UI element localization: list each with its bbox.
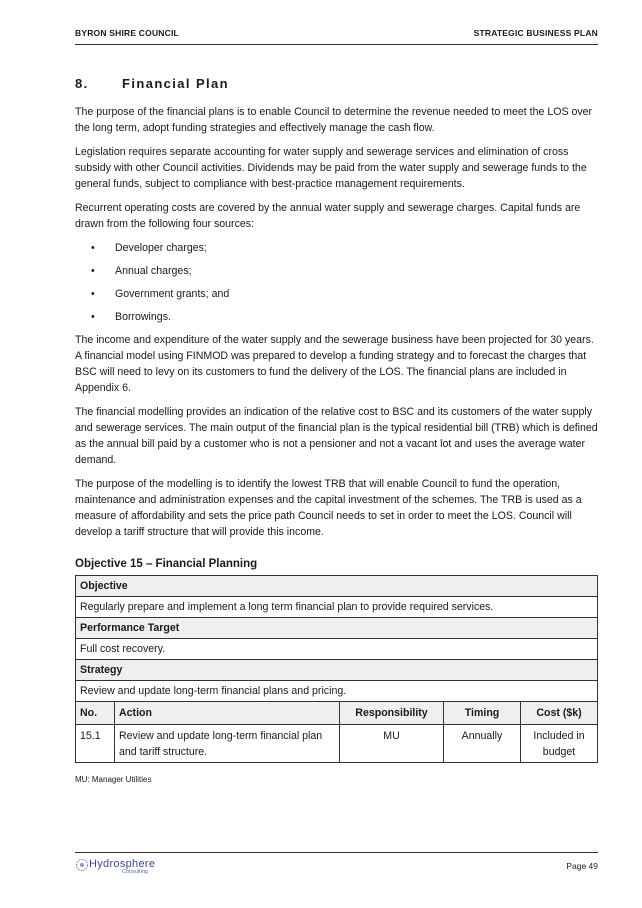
bullet-icon: • [91, 265, 95, 277]
footer-divider [75, 852, 598, 853]
cell-no: 15.1 [76, 725, 115, 763]
bullet-icon: • [91, 242, 95, 254]
logo-subtext: Consulting [122, 869, 148, 875]
list-item-text: Government grants; and [115, 288, 230, 300]
paragraph: The financial modelling provides an indication of the relative cost to BSC and its customers of the water supply and sewerage services. The main output of the financial plan is the typical residential bill (TRB) which is defined as the annual bill paid by a customer who is not a pensioner and not a vacant lot and uses the average water demand. [75, 406, 598, 466]
table-row [76, 660, 598, 681]
list-item-text: Borrowings. [115, 311, 171, 323]
column-header-responsibility: Responsibility [340, 702, 444, 725]
performance-target-label: Performance Target [76, 618, 598, 639]
paragraph: The purpose of the financial plans is to enable Council to determine the revenue needed to meet the LOS over the long term, adopt funding strategies and effectively manage the cash flow. [75, 106, 593, 134]
header-document-title: STRATEGIC BUSINESS PLAN [473, 28, 598, 38]
paragraph: The income and expenditure of the water supply and the sewerage business have been projected for 30 years. A financial model using FINMOD was prepared to develop a funding strategy and to forecast the charges that BSC will need to levy on its customers to fund the delivery of the LOS. The financial plans are included in Appendix 6. [75, 334, 594, 394]
cell-responsibility: MU [340, 725, 444, 763]
funding-sources-list [75, 240, 598, 325]
paragraph: Recurrent operating costs are covered by the annual water supply and sewerage charges. Capital funds are drawn from the following four sources: [75, 202, 581, 230]
page-header [75, 28, 598, 43]
column-header-no: No. [76, 702, 115, 725]
strategy-text: Review and update long-term financial plans and pricing. [76, 681, 598, 702]
cell-action: Review and update long-term financial plan and tariff structure. [115, 725, 340, 763]
column-header-cost: Cost ($k) [521, 702, 598, 725]
list-item [75, 263, 598, 279]
objective-table [75, 575, 598, 763]
page-body [75, 76, 598, 788]
bullet-icon: • [91, 311, 95, 323]
table-row [76, 681, 598, 702]
table-row [76, 725, 598, 763]
logo-icon [75, 858, 89, 872]
bullet-icon: • [91, 288, 95, 300]
cell-cost: Included in budget [521, 725, 598, 763]
column-header-timing: Timing [444, 702, 521, 725]
objective-text: Regularly prepare and implement a long term financial plan to provide required services. [76, 597, 598, 618]
table-row [76, 639, 598, 660]
objective-title: Objective 15 – Financial Planning [75, 558, 258, 570]
header-divider [75, 44, 598, 45]
section-heading [75, 76, 598, 92]
list-item-text: Annual charges; [115, 265, 192, 277]
list-item [75, 309, 598, 325]
column-header-action: Action [115, 702, 340, 725]
objective-label: Objective [76, 576, 598, 597]
strategy-label: Strategy [76, 660, 598, 681]
cell-timing: Annually [444, 725, 521, 763]
table-footnote: MU: Manager Utilities [75, 775, 152, 784]
list-item-text: Developer charges; [115, 242, 207, 254]
section-number: 8. [75, 76, 89, 91]
table-header-row [76, 702, 598, 725]
paragraph: Legislation requires separate accounting for water supply and sewerage services and elimination of cross subsidy with other Council activities. Dividends may be paid from the water supply and sewerage funds to the general funds, subject to compliance with best-practice management requirements. [75, 146, 587, 190]
header-organisation: BYRON SHIRE COUNCIL [75, 28, 179, 38]
paragraph: The purpose of the modelling is to identify the lowest TRB that will enable Council to fund the operation, maintenance and administration expenses and the capital investment of the schemes. The TRB is used as a measure of affordability and sets the price path Council needs to set in order to meet the LOS. Council will develop a tariff structure that will provide this income. [75, 478, 582, 538]
list-item [75, 240, 598, 256]
hydrosphere-logo [75, 857, 185, 877]
section-title: Financial Plan [122, 76, 230, 91]
list-item [75, 286, 598, 302]
logo-text: Hydrosphere [89, 858, 156, 870]
table-row [76, 597, 598, 618]
performance-target-text: Full cost recovery. [76, 639, 598, 660]
page-number: Page 49 [566, 861, 598, 871]
table-row [76, 618, 598, 639]
table-row [76, 576, 598, 597]
